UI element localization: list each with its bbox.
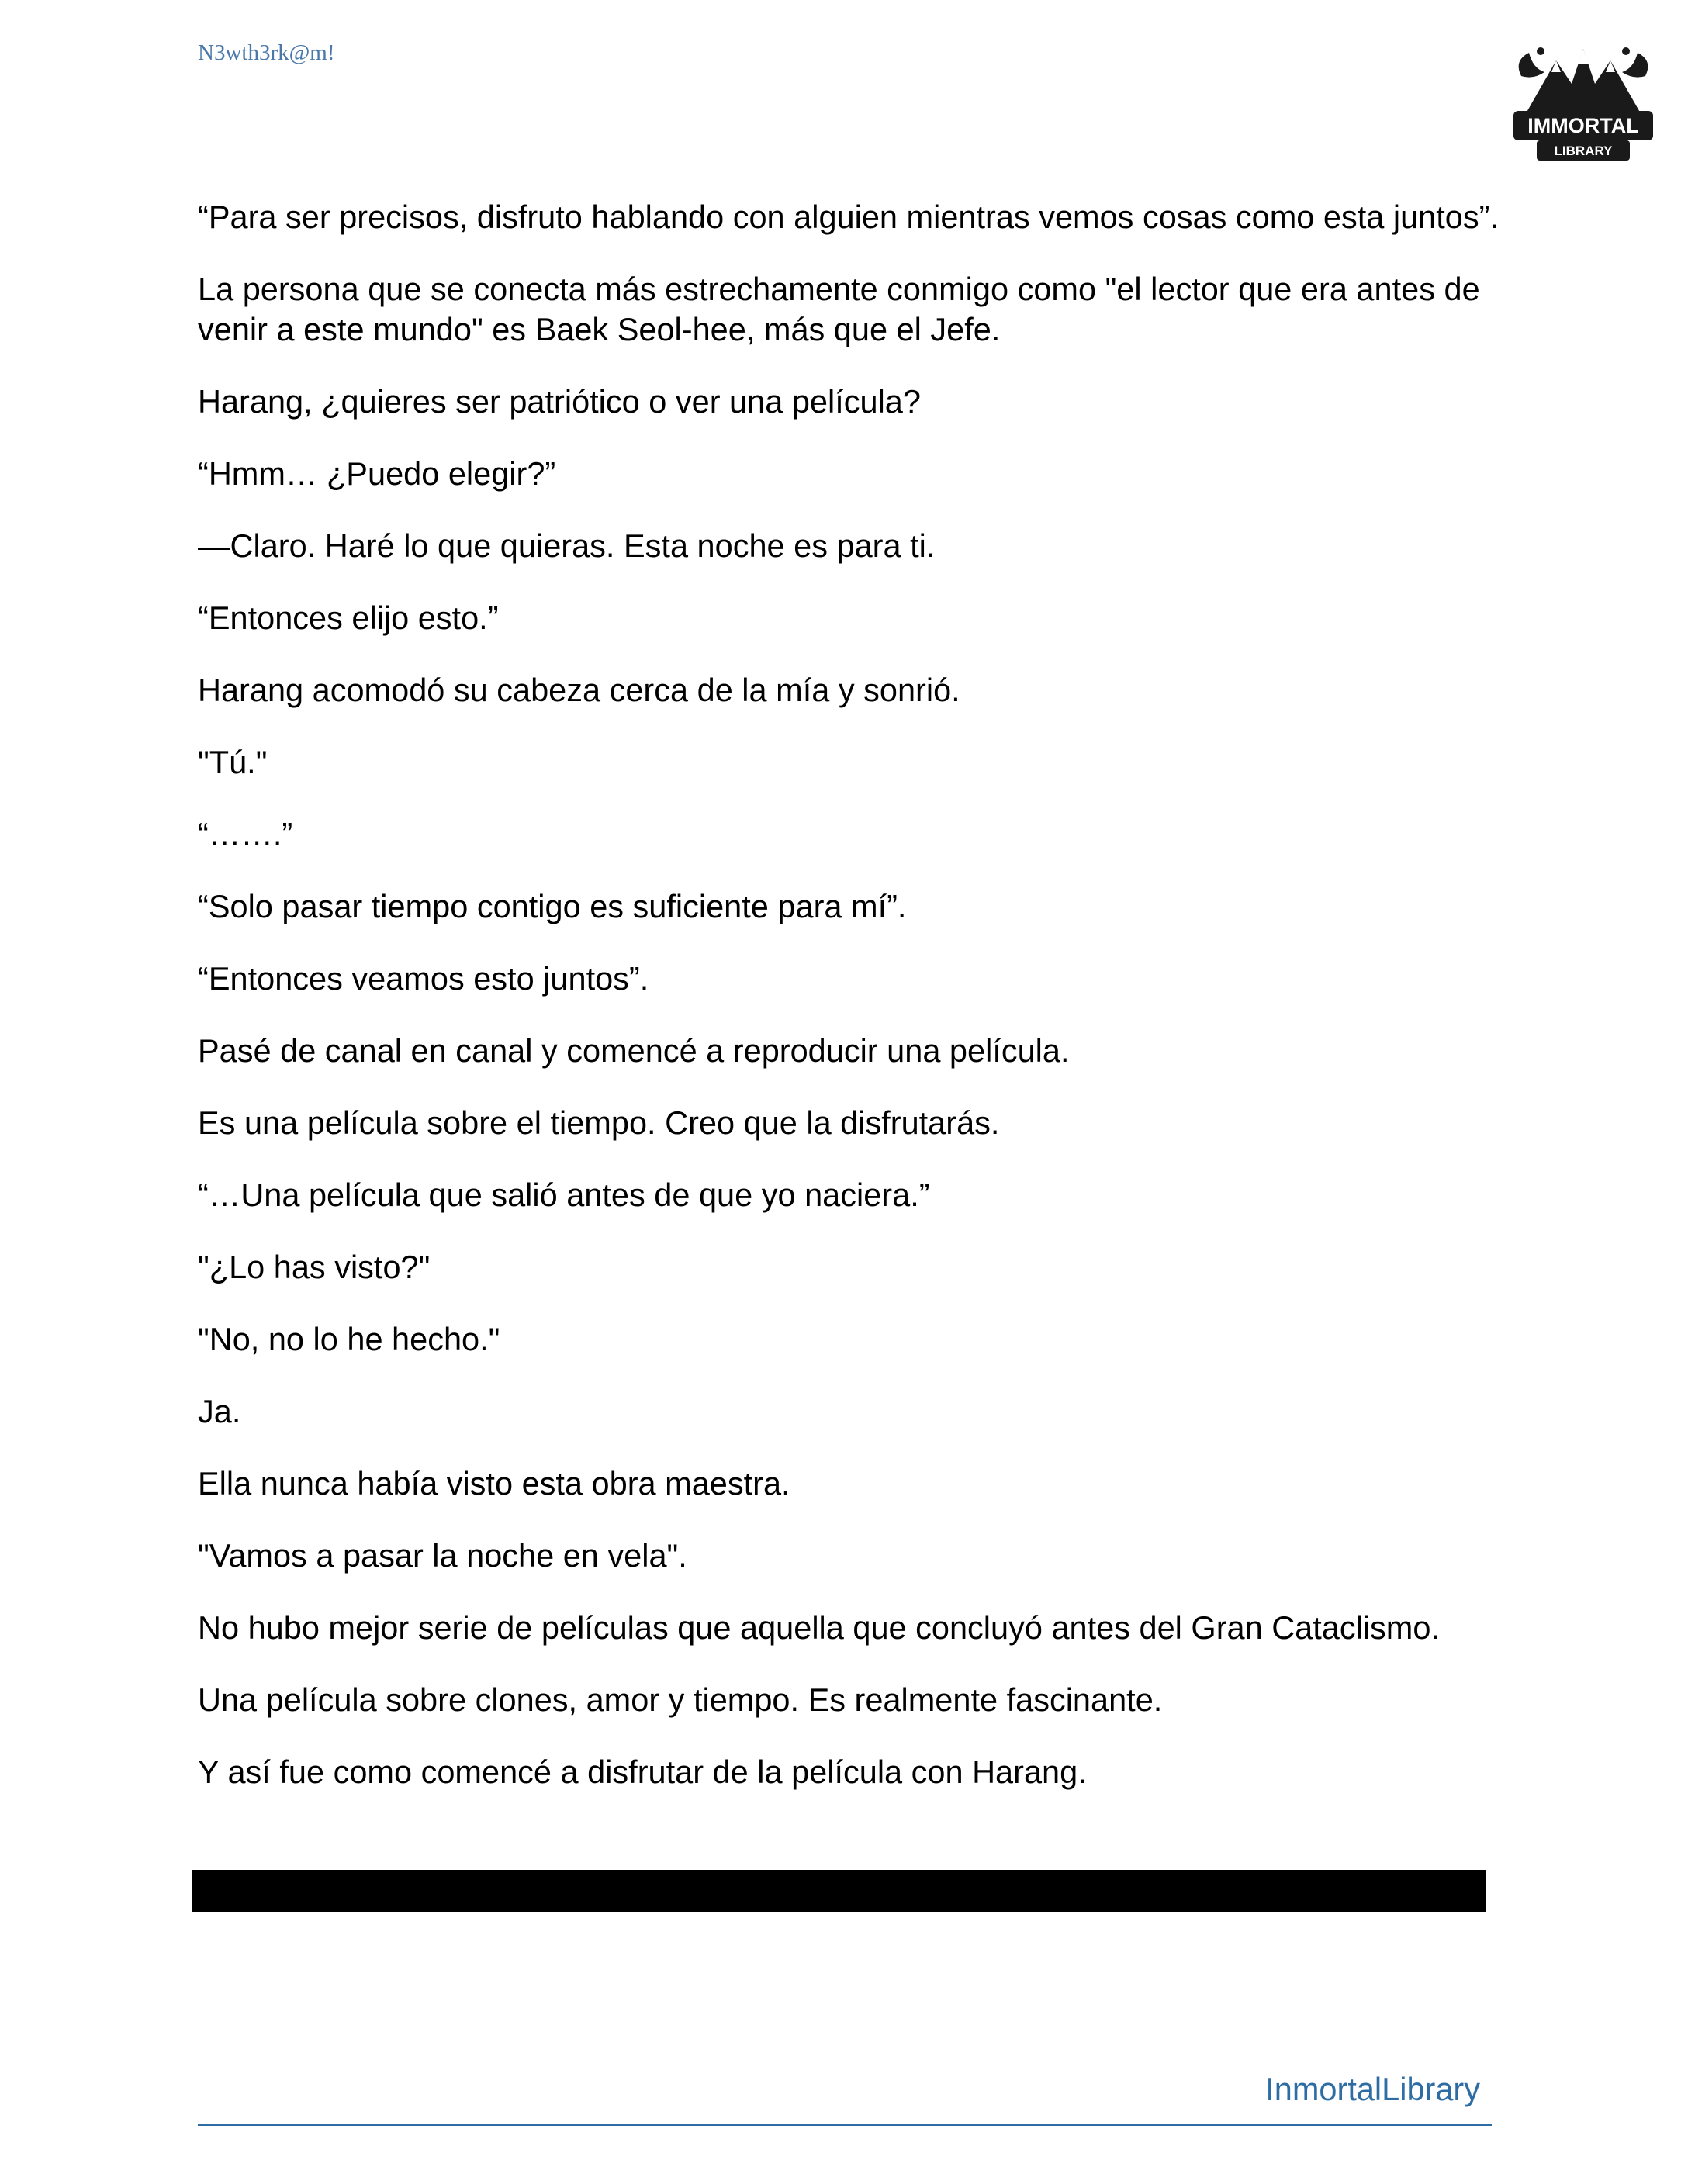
paragraph: “Para ser precisos, disfruto hablando con alguien mientras vemos cosas como esta juntos”. bbox=[198, 199, 1499, 235]
paragraph: Harang, ¿quieres ser patriótico o ver una película? bbox=[198, 383, 921, 420]
paragraph: Es una película sobre el tiempo. Creo que la disfrutarás. bbox=[198, 1104, 1000, 1141]
paragraph: No hubo mejor serie de películas que aquella que concluyó antes del Gran Cataclismo. bbox=[198, 1609, 1440, 1646]
paragraph: "Vamos a pasar la noche en vela". bbox=[198, 1537, 687, 1574]
paragraph: “Entonces elijo esto.” bbox=[198, 600, 499, 636]
paragraph: “Hmm… ¿Puedo elegir?” bbox=[198, 455, 556, 492]
paragraph: Ja. bbox=[198, 1393, 241, 1429]
redaction-bar bbox=[192, 1870, 1486, 1912]
logo-text-line2: LIBRARY bbox=[1554, 143, 1613, 158]
paragraph: “Entonces veamos esto juntos”. bbox=[198, 960, 649, 997]
paragraph: "Tú." bbox=[198, 744, 268, 780]
paragraph: “…Una película que salió antes de que yo naciera.” bbox=[198, 1177, 930, 1213]
logo-text-line1: IMMORTAL bbox=[1527, 114, 1639, 137]
paragraph: Una película sobre clones, amor y tiempo. Es realmente fascinante. bbox=[198, 1681, 1163, 1718]
document-body bbox=[198, 197, 1501, 1824]
paragraph: Y así fue como comencé a disfrutar de la película con Harang. bbox=[198, 1754, 1087, 1790]
paragraph: Pasé de canal en canal y comencé a reproducir una película. bbox=[198, 1032, 1070, 1069]
paragraph: La persona que se conecta más estrechamente conmigo como "el lector que era antes de venir a este mundo" es Baek Seol-hee, más que el Jefe. bbox=[198, 271, 1489, 347]
footer-underline bbox=[198, 2124, 1492, 2126]
immortal-library-logo-icon bbox=[1510, 29, 1657, 165]
paragraph: —Claro. Haré lo que quieras. Esta noche es para ti. bbox=[198, 527, 936, 564]
paragraph: "No, no lo he hecho." bbox=[198, 1321, 500, 1357]
paragraph: "¿Lo has visto?" bbox=[198, 1249, 431, 1285]
header-watermark: N3wth3rk@m! bbox=[198, 40, 335, 65]
paragraph: “…….” bbox=[198, 816, 293, 852]
paragraph: Harang acomodó su cabeza cerca de la mía y sonrió. bbox=[198, 672, 960, 708]
paragraph: “Solo pasar tiempo contigo es suficiente para mí”. bbox=[198, 888, 907, 924]
paragraph: Ella nunca había visto esta obra maestra. bbox=[198, 1465, 790, 1502]
footer-link[interactable]: InmortalLibrary bbox=[1265, 2071, 1480, 2107]
